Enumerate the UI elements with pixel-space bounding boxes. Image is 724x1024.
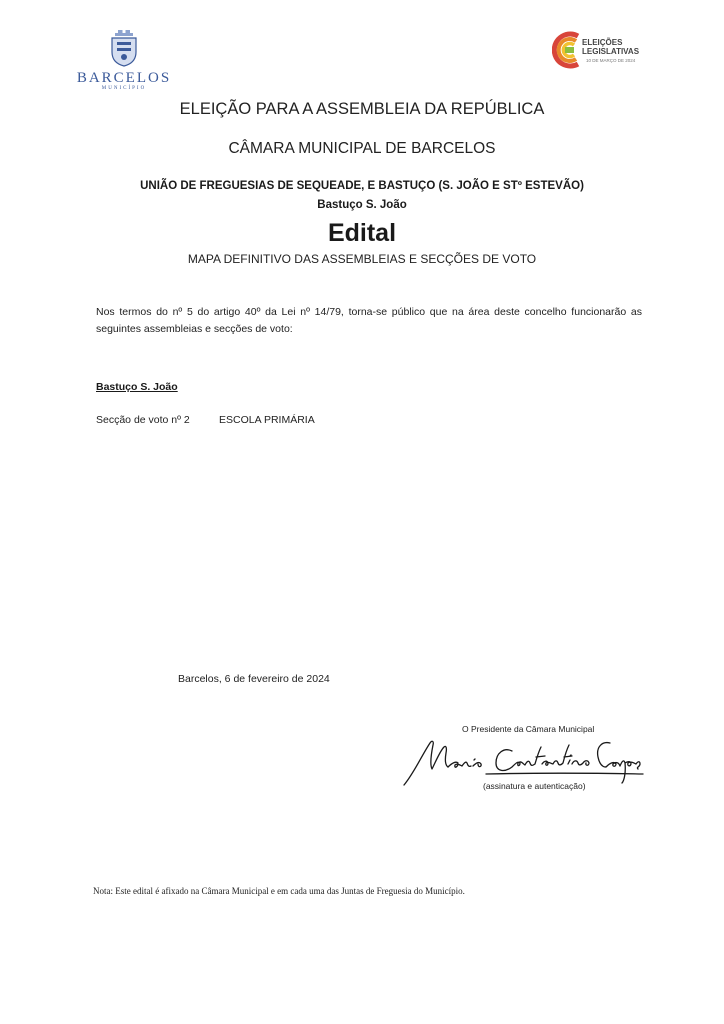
barcelos-wordmark: BARCELOS [76,70,172,86]
council-title: CÂMARA MUNICIPAL DE BARCELOS [228,140,496,157]
election-logo-icon [552,28,584,72]
barcelos-logo [72,28,176,91]
eleicoes-legislativas-logo [552,28,662,72]
legal-paragraph: Nos termos do nº 5 do artigo 40º da Lei nº 14/79, torna-se público que na área deste concelho funcionarão as seguintes assembleias e secções de voto: [96,306,642,335]
locality-heading: Bastuço S. João [96,381,178,393]
signature-caption: (assinatura e autenticação) [483,781,586,791]
coat-of-arms-icon [104,28,144,68]
election-title: ELEIÇÃO PARA A ASSEMBLEIA DA REPÚBLICA [179,100,545,118]
municipio-wordmark: MUNICÍPIO [101,86,147,91]
date-line: Barcelos, 6 de fevereiro de 2024 [178,673,330,685]
parish-union-title: UNIÃO DE FREGUESIAS DE SEQUEADE, E BASTUÇO (S. JOÃO E STº ESTEVÃO) [140,180,584,192]
election-logo-line1: ELEIÇÕES [582,38,623,47]
signatory-title: O Presidente da Câmara Municipal [462,724,595,734]
section-location: ESCOLA PRIMÁRIA [219,414,315,426]
section-label: Secção de voto nº 2 [96,414,190,426]
parish-title: Bastuço S. João [317,199,407,211]
election-logo-line2: LEGISLATIVAS [582,47,640,56]
footer-note: Nota: Este edital é afixado na Câmara Municipal e em cada uma das Juntas de Freguesia do Município. [93,886,465,896]
document-type-title: Edital [327,219,397,247]
election-logo-date: 10 DE MARÇO DE 2024 [586,58,636,63]
subject-title: MAPA DEFINITIVO DAS ASSEMBLEIAS E SECÇÕES DE VOTO [187,252,537,266]
